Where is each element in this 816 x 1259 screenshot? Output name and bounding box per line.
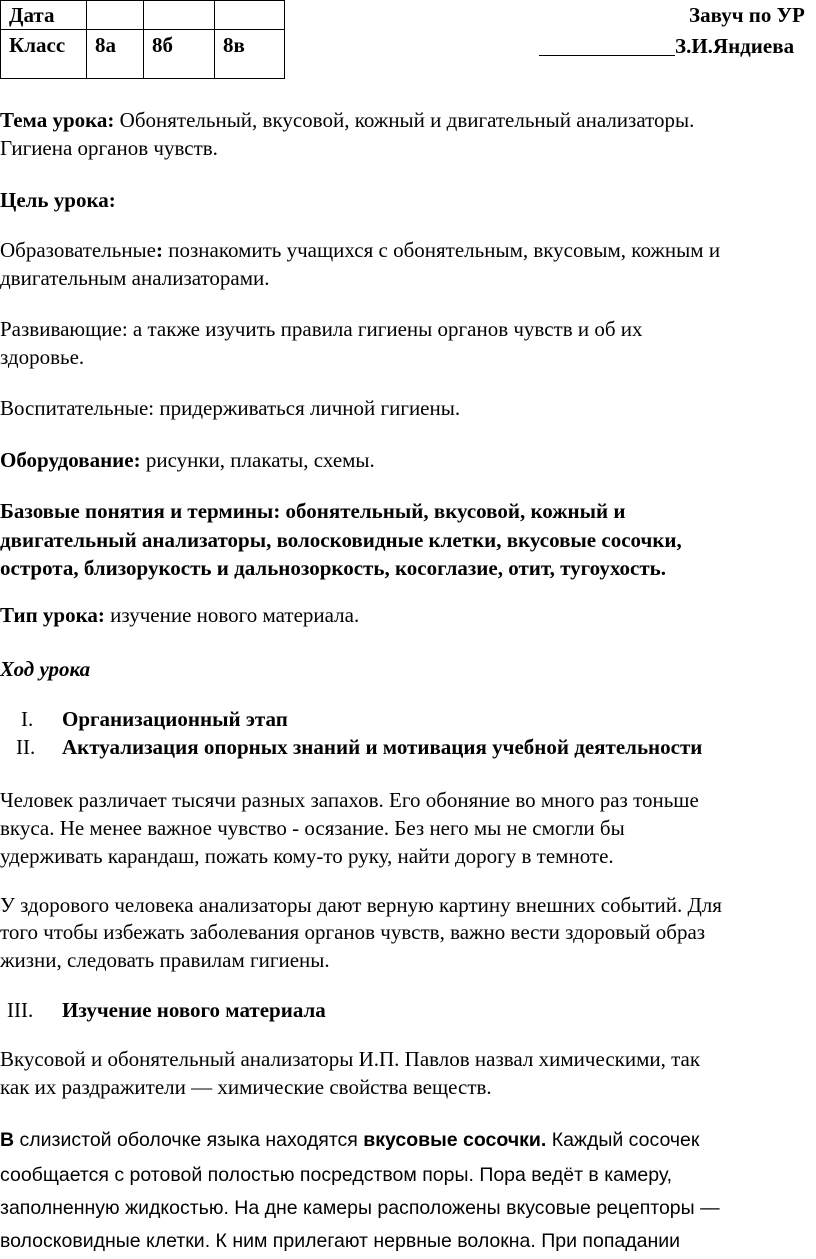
date-cell-8v bbox=[215, 1, 285, 30]
para4-initial: В bbox=[0, 1129, 15, 1151]
para4-line-2: сообщается с ротовой полостью посредством поры. Пора ведёт в камеру, bbox=[0, 1164, 673, 1186]
table-row-date bbox=[1, 1, 285, 30]
stage-1-number: I. bbox=[21, 707, 34, 731]
para4-text-1: слизистой оболочке языка находятся bbox=[14, 1129, 364, 1151]
para4-line-4: волосковидные клетки. К ним прилегают нервные волокна. При попадании bbox=[0, 1230, 680, 1252]
terms-line-1: Базовые понятия и термины: обонятельный, вкусовой, кожный и bbox=[0, 499, 626, 523]
stage-3-number: III. bbox=[7, 998, 34, 1022]
terms-line-2: двигательный анализаторы, волосковидные клетки, вкусовые сосочки, bbox=[0, 528, 682, 552]
date-label-cell: Дата bbox=[1, 1, 87, 30]
stage-2-number: II. bbox=[16, 735, 36, 759]
terms-line-3: острота, близорукость и дальнозоркость, косоглазие, отит, тугоухость. bbox=[0, 556, 667, 580]
para1-line-1: Человек различает тысячи разных запахов. Его обоняние во много раз тоньше bbox=[0, 788, 699, 812]
lesson-type-label: Тип урока: bbox=[0, 603, 105, 627]
para4-term: вкусовые сосочки. bbox=[363, 1129, 547, 1151]
lesson-type-line bbox=[0, 601, 816, 630]
approval-name: З.И.Яндиева bbox=[675, 34, 795, 58]
class-label-cell: Класс bbox=[1, 30, 87, 79]
stage-2-title: Актуализация опорных знаний и мотивация учебной деятельности bbox=[62, 735, 703, 759]
educational-colon: : bbox=[155, 238, 163, 262]
para2-line-1: У здорового человека анализаторы дают верную картину внешних событий. Для bbox=[0, 893, 722, 917]
para4-line-1 bbox=[0, 1122, 816, 1158]
developing-line-2: здоровье. bbox=[0, 345, 85, 369]
upbringing-line: Воспитательные: придерживаться личной гигиены. bbox=[0, 396, 461, 420]
topic-line-1 bbox=[0, 106, 816, 135]
approval-signature bbox=[539, 33, 794, 59]
educational-label: Образовательные bbox=[0, 238, 156, 262]
topic-label: Тема урока: bbox=[0, 108, 115, 132]
lesson-type-text: изучение нового материала. bbox=[104, 603, 360, 627]
equipment-text: рисунки, плакаты, схемы. bbox=[140, 448, 375, 472]
topic-text: Обонятельный, вкусовой, кожный и двигательный анализаторы. bbox=[114, 108, 695, 132]
approval-title: Завуч по УР bbox=[689, 3, 805, 27]
equipment-line bbox=[0, 446, 816, 475]
educational-line-1 bbox=[0, 236, 816, 265]
para4-line-3: заполненную жидкостью. На дне камеры расположены вкусовые рецепторы — bbox=[0, 1197, 720, 1219]
stage-3-title: Изучение нового материала bbox=[62, 998, 326, 1022]
para2-line-3: жизни, следовать правилам гигиены. bbox=[0, 948, 330, 972]
developing-line-1: Развивающие: а также изучить правила гигиены органов чувств и об их bbox=[0, 317, 643, 341]
signature-line bbox=[539, 33, 675, 56]
para4-text-2: Каждый сосочек bbox=[546, 1129, 700, 1151]
para2-line-2: того чтобы избежать заболевания органов чувств, важно вести здоровый образ bbox=[0, 920, 706, 944]
equipment-label: Оборудование: bbox=[0, 448, 141, 472]
para1-line-2: вкуса. Не менее важное чувство - осязание. Без него мы не смогли бы bbox=[0, 816, 625, 840]
date-cell-8a bbox=[87, 1, 144, 30]
date-cell-8b bbox=[144, 1, 215, 30]
para3-line-1: Вкусовой и обонятельный анализаторы И.П. Павлов назвал химическими, так bbox=[0, 1047, 701, 1071]
class-cell-8a: 8а bbox=[87, 30, 144, 79]
goal-heading: Цель урока: bbox=[0, 188, 116, 212]
lesson-flow-heading: Ход урока bbox=[0, 657, 91, 681]
para1-line-3: удерживать карандаш, пожать кому-то руку, найти дорогу в темноте. bbox=[0, 844, 614, 868]
para3-line-2: как их раздражители — химические свойства веществ. bbox=[0, 1075, 492, 1099]
educational-line-2: двигательным анализаторами. bbox=[0, 266, 270, 290]
stage-1-title: Организационный этап bbox=[62, 707, 288, 731]
class-cell-8b: 8б bbox=[144, 30, 215, 79]
class-cell-8v: 8в bbox=[215, 30, 285, 79]
topic-line-2: Гигиена органов чувств. bbox=[0, 136, 218, 160]
lesson-info-table bbox=[0, 0, 285, 79]
educational-text: познакомить учащихся с обонятельным, вкусовым, кожным и bbox=[162, 238, 721, 262]
table-row-class bbox=[1, 30, 285, 79]
